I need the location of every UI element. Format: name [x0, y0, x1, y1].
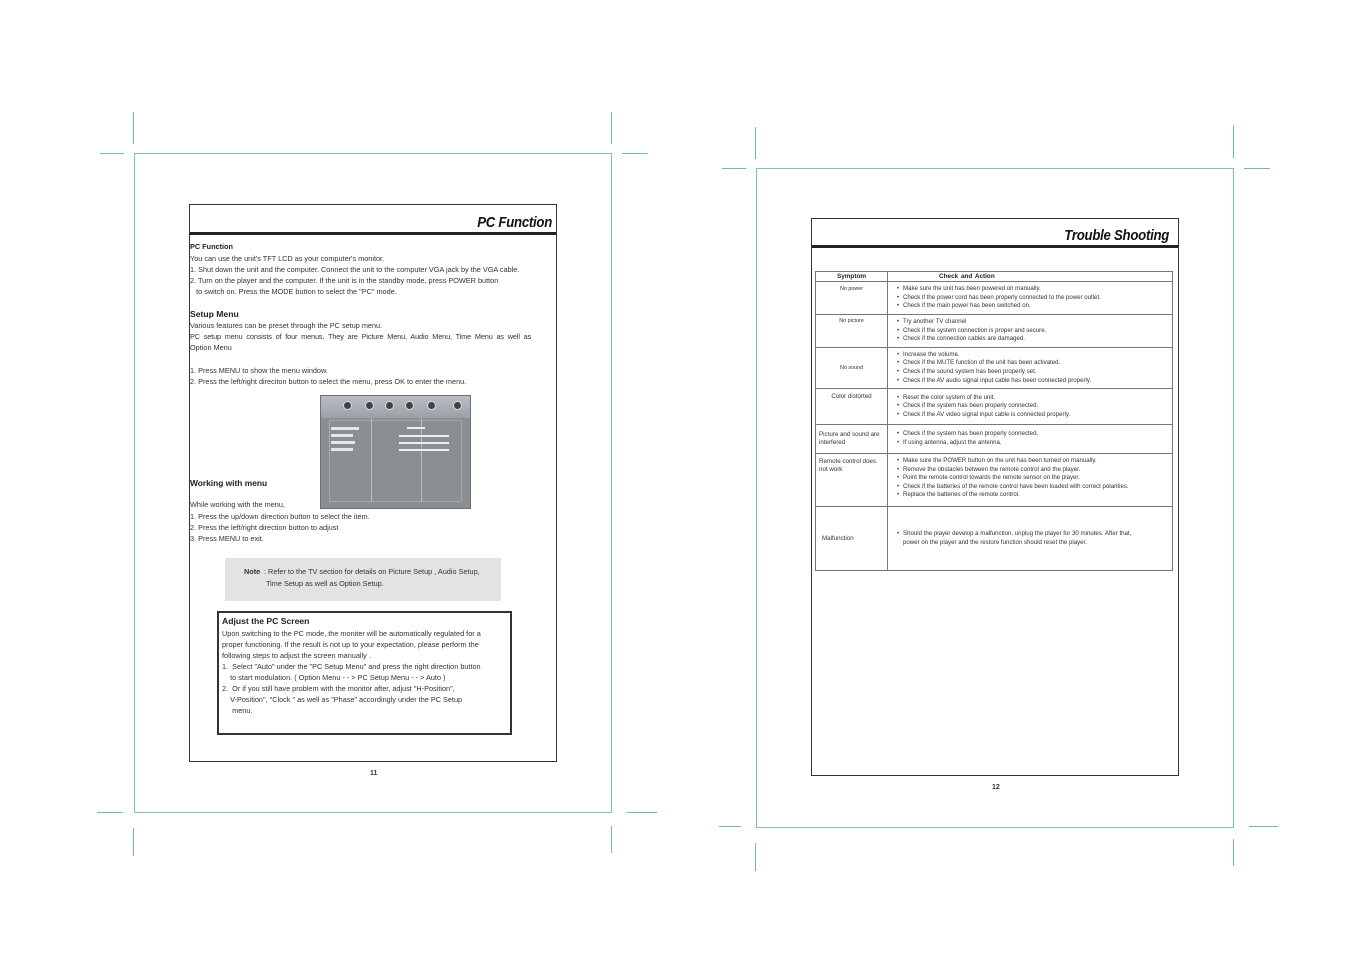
picture-tab-icon [343, 401, 352, 410]
note-text: Time Setup as well as Option Setup. [266, 579, 384, 588]
adjust-text: 1. Select "Auto" under the "PC Setup Menu" and press the right direction button [222, 662, 481, 671]
menu-row-value [407, 427, 425, 429]
crop-mark [1233, 125, 1234, 158]
action-item: • Point the remote control towards the remote sensor on the player. [903, 474, 1172, 483]
audio-tab-icon [365, 401, 374, 410]
action-cell [888, 315, 1173, 348]
page-number: 11 [370, 770, 378, 777]
intro-text: You can use the unit's TFT LCD as your computer's monitor. [190, 254, 385, 263]
note-label: Note [244, 567, 261, 576]
symptom-cell: No power [816, 282, 888, 315]
step-text: to switch on. Press the MODE button to select the "PC" mode. [190, 287, 397, 296]
action-cell [888, 425, 1173, 454]
action-cell [888, 282, 1173, 315]
crop-mark [133, 828, 134, 856]
adjust-text: 2. Or if you still have problem with the monitor after, adjust "H-Position", [222, 684, 455, 693]
action-item: • Should the player develop a malfunction, unplug the player for 30 minutes. After that, [903, 530, 1172, 539]
adjust-text: proper functioning. If the result is not up to your expectation, please perform the [222, 640, 479, 649]
symptom-cell: No picture [816, 315, 888, 348]
adjust-heading: Adjust the PC Screen [222, 616, 310, 626]
setup-menu-text: Option Menu [190, 343, 232, 352]
action-item: • Check if the main power has been switched on. [903, 302, 1172, 311]
crop-mark [97, 812, 123, 813]
crop-mark [722, 168, 746, 169]
action-item: • Check if the system has been properly connected. [903, 430, 1172, 439]
menu-row [331, 427, 359, 430]
setup-menu-heading: Setup Menu [190, 309, 239, 319]
adjust-pc-screen-box [217, 611, 512, 735]
crop-mark [627, 812, 657, 813]
crop-mark [1244, 168, 1270, 169]
action-item: • Check if the AV audio signal input cable has been connected properly. [903, 377, 1172, 386]
crop-mark [755, 127, 756, 159]
action-item: • Check if the power cord has been properly connected to the power outlet. [903, 294, 1172, 303]
crop-mark [1249, 826, 1278, 827]
section-heading: PC Function [190, 242, 233, 251]
adjust-text: Upon switching to the PC mode, the moniter will be automatically regulated for a [222, 629, 481, 638]
action-item: • Check if the sound system has been properly set. [903, 368, 1172, 377]
working-menu-text: 3. Press MENU to exit. [190, 534, 264, 543]
action-item: • If using antenna, adjust the antenna. [903, 439, 1172, 448]
pc-tab-icon [427, 401, 436, 410]
action-item: • Check if the MUTE function of the unit has been activated. [903, 359, 1172, 368]
setup-menu-text: 2. Press the left/right direciton button to select the menu, press OK to enter the menu. [190, 377, 467, 386]
setup-menu-text: 1. Press MENU to show the menu window. [190, 366, 328, 375]
working-menu-text: While working with the menu, [190, 500, 285, 509]
action-item: • Increase the volume. [903, 351, 1172, 360]
symptom-cell: Malfunction [816, 507, 888, 571]
symptom-cell: Color distorted [816, 389, 888, 425]
crop-mark [719, 826, 741, 827]
crop-mark [622, 153, 648, 154]
crop-mark [100, 153, 124, 154]
page-number: 12 [992, 784, 1000, 791]
menu-screenshot [320, 395, 471, 509]
time-tab-icon [385, 401, 394, 410]
slider-bar [399, 442, 449, 444]
column-header: Check and Action [888, 272, 1173, 282]
setup-menu-text: Various features can be preset through the PC setup menu. [190, 321, 383, 330]
title-bar [190, 205, 556, 235]
action-item-continued: power on the player and the restore function should reset the player. [903, 538, 1087, 546]
crop-mark [755, 843, 756, 871]
action-item: • Check if the AV video signal input cable is connected properly. [903, 411, 1172, 420]
menu-row [331, 434, 353, 437]
action-item: • Check if the system connection is proper and secure. [903, 327, 1172, 336]
adjust-text: menu. [222, 706, 253, 715]
trouble-shooting-table [815, 271, 1173, 571]
adjust-text: to start modulation. ( Option Menu - - > PC Setup Menu - - > Auto ) [222, 673, 446, 682]
crop-mark [133, 112, 134, 144]
adjust-text: V-Position", "Clock " as well as "Phase" accordingly under the PC Setup [222, 695, 463, 704]
step-text: 1. Shut down the unit and the computer. Connect the unit to the computer VGA jack by the VGA cable. [190, 265, 520, 274]
crop-mark [611, 826, 612, 853]
note-text: : Refer to the TV section for details on Picture Setup , Audio Setup, [264, 567, 480, 576]
action-item: • Replace the batteries of the remote control. [903, 491, 1172, 500]
symptom-cell: No sound [816, 348, 888, 389]
action-item: • Make sure the unit has been powered on manually. [903, 285, 1172, 294]
working-menu-text: 1. Press the up/down direction button to select the item. [190, 512, 370, 521]
option-tab-icon [405, 401, 414, 410]
working-menu-text: 2. Press the left/right direction button to adjust [190, 523, 339, 532]
symptom-cell: Remote control does not work [816, 454, 888, 507]
menu-row [331, 448, 353, 451]
symptom-cell: Picture and sound are interfered [816, 425, 888, 454]
step-text: 2. Turn on the player and the computer. If the unit is in the standby mode, press POWER button [190, 276, 499, 285]
table-row [816, 425, 1173, 454]
crop-mark [1233, 839, 1234, 866]
table-row [816, 315, 1173, 348]
crop-mark [611, 112, 612, 144]
action-item: • Remove the obstacles between the remote control and the player. [903, 466, 1172, 475]
setup-menu-text: PC setup menu consists of four menus. They are Picture Menu, Audio Menu, Time Menu as well as [190, 332, 532, 341]
action-cell [888, 454, 1173, 507]
title-bar [812, 219, 1178, 248]
page-title: PC Function [477, 214, 552, 231]
menu-tab-bar [321, 396, 470, 418]
action-item: • Make sure the POWER button on the unit has been turned on manually. [903, 457, 1172, 466]
divider [421, 418, 422, 502]
menu-row [331, 441, 355, 444]
table-row [816, 507, 1173, 571]
action-item: • Check if the system has been properly connected. [903, 402, 1172, 411]
menu-panel [329, 420, 462, 502]
note-box [225, 558, 501, 601]
action-item: • Check if the connection cables are damaged. [903, 335, 1172, 344]
action-item: • Check if the batteries of the remote control have been loaded with correct polarities. [903, 483, 1172, 492]
page-title: Trouble Shooting [1064, 227, 1169, 244]
adjust-text: following steps to adjust the screen manually . [222, 651, 371, 660]
table-row [816, 282, 1173, 315]
table-row [816, 348, 1173, 389]
action-item: • Try another TV channel [903, 318, 1172, 327]
table-row [816, 454, 1173, 507]
table-header-row [816, 272, 1173, 282]
divider [371, 418, 372, 502]
table-row [816, 389, 1173, 425]
action-cell [888, 507, 1173, 571]
action-cell [888, 348, 1173, 389]
working-menu-heading: Working with menu [190, 478, 268, 488]
action-item: • Reset the color system of the unit. [903, 394, 1172, 403]
slider-bar [399, 449, 449, 451]
column-header: Symptom [816, 272, 888, 282]
slider-bar [399, 435, 449, 437]
action-cell [888, 389, 1173, 425]
exit-tab-icon [453, 401, 462, 410]
